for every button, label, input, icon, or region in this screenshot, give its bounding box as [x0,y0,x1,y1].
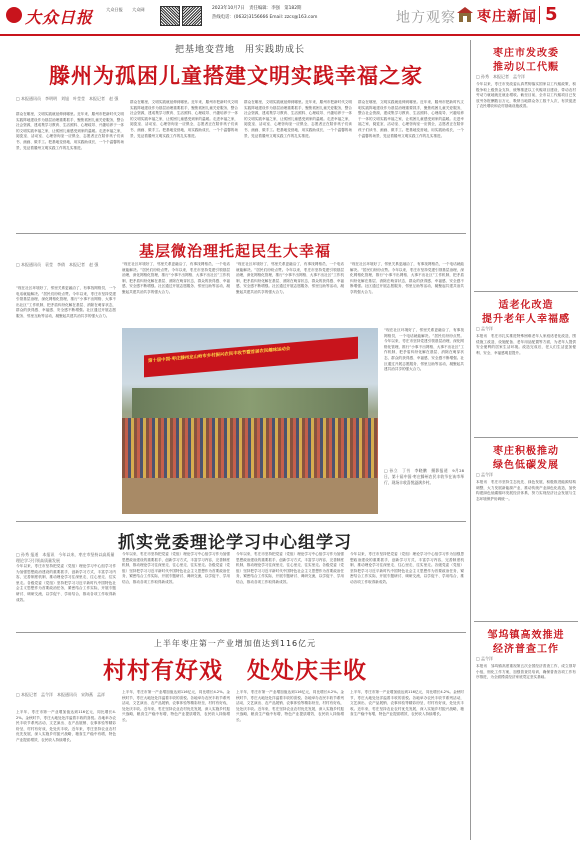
sidebar-divider-2 [474,437,578,438]
column-separator [470,40,471,840]
masthead-divider [539,6,540,24]
masthead-meta-line1: 2023年10月7日 责任编辑：李强 第182期 [212,6,302,11]
sidebar-2-headline-line2: 提升老年人幸福感 [482,314,570,325]
building-emblem-icon [456,6,474,24]
section-label: 地方观察 [396,10,456,26]
masthead-sub-left: 大众日报 [106,7,123,12]
divider-2 [16,521,466,522]
sidebar-3-headline-line2: 绿色低碳发展 [493,460,559,471]
article-3-body-col-3: 今年以来，枣庄市坚持把党委（党组）理论学习中心组学习作为加强思想政治建设的重要抓手，创新学习方式，丰富学习内容，完善制度机制，推动理论学习往深里走、往心里走、往实里走。各级党委（党组）坚持把学习习近平新时代中国特色社会主义思想作为首要政治任务，紧密结合工作实际，开展专题研讨、调研交流，以学促干、学用结合，推动各项工作取得新成效。 [236,552,344,584]
article-3-byline: □ 孙秀 报道 本报讯 今年以来，枣庄市坚持以高质量理论学习引领高质量发展 [16,552,115,563]
sidebar-1-headline-line1: 枣庄市发改委 [493,48,559,59]
article-4-body-col-1: 上半年，枣庄市第一产业增加值达到116亿元，同比增长4.2%。金秋时节，枣庄大地处处洋溢着丰收的喜悦。各地举办农民丰收节系列活动，文艺演出、农产品展销、农事体验等精彩纷呈，村村有好戏，处处庆丰收。近年来，枣庄坚持农业农村优先发展，深入实施乡村振兴战略，粮食生产稳中有增，特色产业提质增效，农民收入持续增长。 [16,710,116,742]
column-title: 枣庄新闻 [477,9,537,25]
sidebar-1-byline: □ 孙秀 本报记者 孟令洋 [476,74,526,79]
divider-1 [16,233,466,234]
sidebar-2-body: 本报讯 枣庄市扎实推进特殊困难老年人家庭适老化改造，围绕施工改造、设施配备、老年用品配置等方面，为老年人提供安全便利的居家生活环境。改造完成后，老人们生活更加便利、安全，幸福感明显提升。 [476,334,576,355]
masthead-sub-right: 大众网 [132,7,145,12]
article-2-body-col-4: “现在社区环境好了，邻里关系更融洽了，有事找网格员，一个电话就能解决。”居民们纷纷点赞。今年以来，枣庄市坚持党建引领基层治理，深化网格化管理，推行“小事不出网格、大事不出社区”工作机制，把矛盾纠纷化解在基层、消除在萌芽状态，群众的获得感、幸福感、安全感不断增强。社区通过开展志愿服务、邻里互助等活动，凝聚起共建共治共享的强大合力。 [350,262,464,294]
stage-backdrop [132,388,368,418]
sidebar-4-headline-line1: 邹坞镇高效推进 [487,630,565,641]
article-2-body-col-1: “现在社区环境好了，邻里关系更融洽了，有事找网格员，一个电话就能解决。”居民们纷纷点赞。今年以来，枣庄市坚持党建引领基层治理，深化网格化管理，推行“小事不出网格、大事不出社区”工作机制，把矛盾纠纷化解在基层、消除在萌芽状态，群众的获得感、幸福感、安全感不断增强。社区通过开展志愿服务、邻里互助等活动，凝聚起共建共治共享的强大合力。 [16,286,116,318]
article-1-kicker: 把基地变营地 用实践助成长 [174,45,305,55]
article-4-byline: □ 本报记者 孟令洋 本报通讯员 宋海燕 孟祥 [16,692,106,697]
crowd [122,418,378,478]
photo-caption: □ 孙立 丁书 李晓鹏 摄影报道 9月28日，第十届中国·枣庄滕州农民丰收节在该市举行，现场丰收喜悦溢满乡村。 [384,468,464,485]
sidebar-4-headline-line2: 经济普查工作 [493,644,559,655]
sidebar-divider-1 [474,291,578,292]
sidebar-4-byline: □ 孟令洋 [476,656,494,661]
sidebar-divider-3 [474,621,578,622]
article-1-byline: □ 本报通讯员 李明明 刘旭 叶莹莹 本报记者 赵 强 [16,96,119,101]
qr-code-icon [160,6,180,26]
sidebar-2-byline: □ 孟令洋 [476,326,494,331]
article-2-body-col-2: “现在社区环境好了，邻里关系更融洽了，有事找网格员，一个电话就能解决。”居民们纷纷点赞。今年以来，枣庄市坚持党建引领基层治理，深化网格化管理，推行“小事不出网格、大事不出社区”工作机制，把矛盾纠纷化解在基层、消除在萌芽状态，群众的获得感、幸福感、安全感不断增强。社区通过开展志愿服务、邻里互助等活动，凝聚起共建共治共享的强大合力。 [122,262,230,294]
article-2-byline: □ 本报通讯员 袁莹 李倩 本报记者 赵 强 [16,262,99,267]
masthead-rule [0,34,580,36]
article-2-headline: 基层微治理托起民生大幸福 [138,242,331,260]
article-3-body-col-2: 今年以来，枣庄市坚持把党委（党组）理论学习中心组学习作为加强思想政治建设的重要抓手，创新学习方式，丰富学习内容，完善制度机制，推动理论学习往深里走、往心里走、往实里走。各级党委（党组）坚持把学习习近平新时代中国特色社会主义思想作为首要政治任务，紧密结合工作实际，开展专题研讨、调研交流，以学促干、学用结合，推动各项工作取得新成效。 [122,552,230,584]
sidebar-3-headline-line1: 枣庄积极推动 [493,446,559,457]
article-4-kicker: 上半年枣庄第一产业增加值达到116亿元 [153,639,317,648]
article-4-body-col-3: 上半年，枣庄市第一产业增加值达到116亿元，同比增长4.2%。金秋时节，枣庄大地处处洋溢着丰收的喜悦。各地举办农民丰收节系列活动，文艺演出、农产品展销、农事体验等精彩纷呈，村村有好戏，处处庆丰收。近年来，枣庄坚持农业农村优先发展，深入实施乡村振兴战略，粮食生产稳中有增，特色产业提质增效，农民收入持续增长。 [236,690,344,722]
article-2-body-col-3: “现在社区环境好了，邻里关系更融洽了，有事找网格员，一个电话就能解决。”居民们纷纷点赞。今年以来，枣庄市坚持党建引领基层治理，深化网格化管理，推行“小事不出网格、大事不出社区”工作机制，把矛盾纠纷化解在基层、消除在萌芽状态，群众的获得感、幸福感、安全感不断增强。社区通过开展志愿服务、邻里互助等活动，凝聚起共建共治共享的强大合力。 [236,262,344,294]
article-4-body-col-2: 上半年，枣庄市第一产业增加值达到116亿元，同比增长4.2%。金秋时节，枣庄大地处处洋溢着丰收的喜悦。各地举办农民丰收节系列活动，文艺演出、农产品展销、农事体验等精彩纷呈，村村有好戏，处处庆丰收。近年来，枣庄坚持农业农村优先发展，深入实施乡村振兴战略，粮食生产稳中有增，特色产业提质增效，农民收入持续增长。 [122,690,230,722]
sidebar-1-headline-line2: 推动以工代赈 [493,62,559,73]
sidebar-3-body: 本报讯 枣庄市坚持生态优先、绿色发展，积极推进能源结构调整，大力发展新能源产业，推动传统产业绿色化改造，加快构建绿色低碳循环发展经济体系，努力实现经济社会发展与生态环境保护协调统一。 [476,480,576,501]
masthead-meta-line2: 热线电话：(0632)3156666 Email: zzcs@163.com [212,15,318,20]
qr-code-icon [182,6,202,26]
event-banner-text: 第十届中国·枣庄滕州龙山岭市乡村振兴农民丰收节暨首届农民趣味运动会 [148,346,291,365]
article-1-body-col-3: 群众在哪里，文明实践就延伸到哪里。近年来，滕州市把新时代文明实践阵地建设作为基层治理重要抓手，聚焦孤困儿童关爱服务，整合社会资源，建成集学习教育、生活照料、心理疏导、兴趣培养于一体的文明实践幸福之家，让孤困儿童感受到家的温暖。走进幸福之家，阅览室、活动室、心理咨询室一应俱全，志愿者正在陪伴孩子们读书、画画、做手工。把基地变营地，用实践助成长，一个个温馨的场景，见证着滕州文明实践工作的扎实推进。 [244,100,352,138]
logo-mark-icon [6,7,22,23]
article-3-body-col-1: 今年以来，枣庄市坚持把党委（党组）理论学习中心组学习作为加强思想政治建设的重要抓手，创新学习方式，丰富学习内容，完善制度机制，推动理论学习往深里走、往心里走、往实里走。各级党委（党组）坚持把学习习近平新时代中国特色社会主义思想作为首要政治任务，紧密结合工作实际，开展专题研讨、调研交流，以学促干、学用结合，推动各项工作取得新成效。 [16,564,116,602]
sidebar-4-body: 本报讯 邹坞镇高度重视第五次全国经济普查工作，成立领导小组，细化工作方案，加强普查员培训，确保普查各项工作有序推进，为全面摸清经济家底奠定坚实基础。 [476,664,576,680]
page-number: 5 [545,4,558,25]
divider-3 [16,632,466,633]
article-2-body-col-5: “现在社区环境好了，邻里关系更融洽了，有事找网格员，一个电话就能解决。”居民们纷纷点赞。今年以来，枣庄市坚持党建引领基层治理，深化网格化管理，推行“小事不出网格、大事不出社区”工作机制，把矛盾纠纷化解在基层、消除在萌芽状态，群众的获得感、幸福感、安全感不断增强。社区通过开展志愿服务、邻里互助等活动，凝聚起共建共治共享的强大合力。 [384,328,464,372]
event-photo [122,328,378,514]
article-1-body-col-1: 群众在哪里，文明实践就延伸到哪里。近年来，滕州市把新时代文明实践阵地建设作为基层治理重要抓手，聚焦孤困儿童关爱服务，整合社会资源，建成集学习教育、生活照料、心理疏导、兴趣培养于一体的文明实践幸福之家，让孤困儿童感受到家的温暖。走进幸福之家，阅览室、活动室、心理咨询室一应俱全，志愿者正在陪伴孩子们读书、画画、做手工。把基地变营地，用实践助成长，一个个温馨的场景，见证着滕州文明实践工作的扎实推进。 [16,112,124,150]
article-1-body-col-4: 群众在哪里，文明实践就延伸到哪里。近年来，滕州市把新时代文明实践阵地建设作为基层治理重要抓手，聚焦孤困儿童关爱服务，整合社会资源，建成集学习教育、生活照料、心理疏导、兴趣培养于一体的文明实践幸福之家，让孤困儿童感受到家的温暖。走进幸福之家，阅览室、活动室、心理咨询室一应俱全，志愿者正在陪伴孩子们读书、画画、做手工。把基地变营地，用实践助成长，一个个温馨的场景，见证着滕州文明实践工作的扎实推进。 [358,100,464,138]
article-4-headline: 村村有好戏 处处庆丰收 [103,658,367,684]
article-1-headline: 滕州为孤困儿童搭建文明实践幸福之家 [49,64,423,88]
article-1-body-col-2: 群众在哪里，文明实践就延伸到哪里。近年来，滕州市把新时代文明实践阵地建设作为基层治理重要抓手，聚焦孤困儿童关爱服务，整合社会资源，建成集学习教育、生活照料、心理疏导、兴趣培养于一体的文明实践幸福之家，让孤困儿童感受到家的温暖。走进幸福之家，阅览室、活动室、心理咨询室一应俱全，志愿者正在陪伴孩子们读书、画画、做手工。把基地变营地，用实践助成长，一个个温馨的场景，见证着滕州文明实践工作的扎实推进。 [130,100,238,138]
sidebar-3-byline: □ 孟令洋 [476,472,494,477]
sidebar-2-headline-line1: 适老化改造 [498,300,554,311]
newspaper-logo: 大众日报 [25,8,94,27]
article-4-body-col-4: 上半年，枣庄市第一产业增加值达到116亿元，同比增长4.2%。金秋时节，枣庄大地处处洋溢着丰收的喜悦。各地举办农民丰收节系列活动，文艺演出、农产品展销、农事体验等精彩纷呈，村村有好戏，处处庆丰收。近年来，枣庄坚持农业农村优先发展，深入实施乡村振兴战略，粮食生产稳中有增，特色产业提质增效，农民收入持续增长。 [350,690,464,717]
sidebar-1-body: 今年以来，枣庄市发改委认真贯彻落实国家以工代赈政策，积极争取上级资金支持，统筹推进以工代赈项目建设，带动农村劳动力就地就近就业增收。截至目前，全市以工代赈项目已发放劳务报酬数百万元，吸纳当地群众务工数千人次，有效促进了农民增收和农村基础设施改善。 [476,82,576,109]
ground [122,478,378,514]
article-3-headline: 抓实党委理论学习中心组学习 [118,533,352,553]
article-3-body-col-4: 今年以来，枣庄市坚持把党委（党组）理论学习中心组学习作为加强思想政治建设的重要抓手，创新学习方式，丰富学习内容，完善制度机制，推动理论学习往深里走、往心里走、往实里走。各级党委（党组）坚持把学习习近平新时代中国特色社会主义思想作为首要政治任务，紧密结合工作实际，开展专题研讨、调研交流，以学促干、学用结合，推动各项工作取得新成效。 [350,552,464,584]
